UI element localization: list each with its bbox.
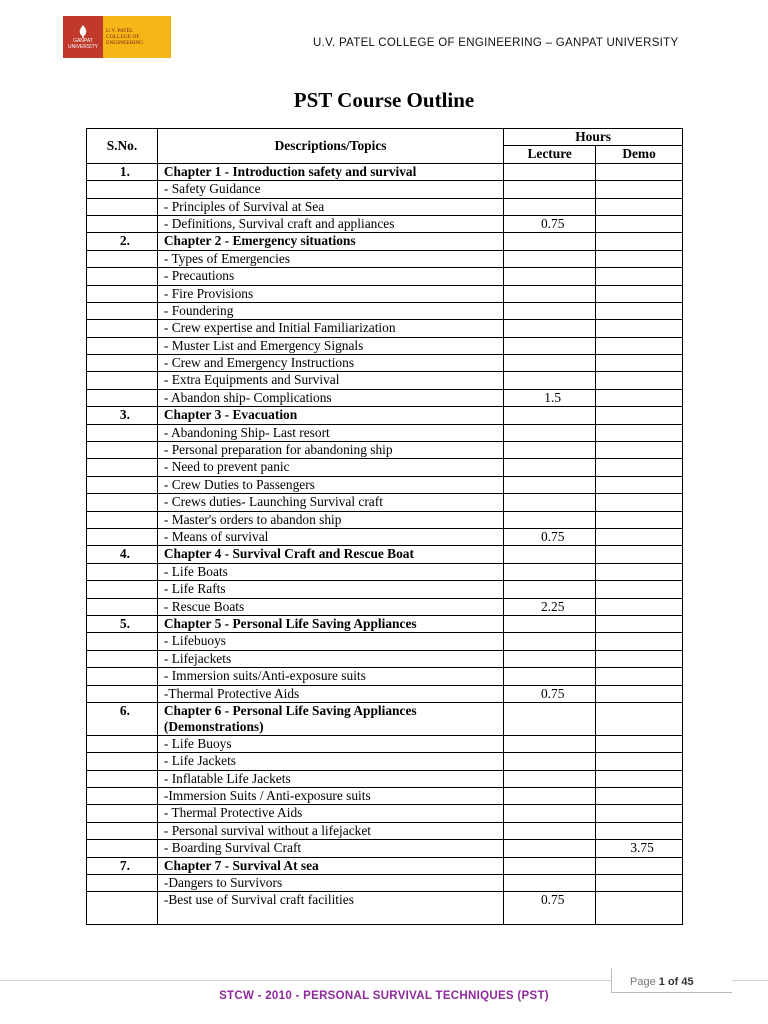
table-row (87, 668, 683, 685)
cell-topic: - Abandon ship- Complications (157, 389, 503, 406)
cell-topic: Chapter 4 - Survival Craft and Rescue Boat (157, 546, 503, 563)
table-row (87, 511, 683, 528)
cell-lecture: 2.25 (504, 598, 596, 615)
cell-sno (87, 459, 158, 476)
cell-sno (87, 668, 158, 685)
cell-sno: 7. (87, 857, 158, 874)
cell-lecture: 0.75 (504, 215, 596, 232)
cell-lecture (504, 840, 596, 857)
cell-topic: - Personal survival without a lifejacket (157, 822, 503, 839)
table-row (87, 163, 683, 180)
cell-lecture (504, 735, 596, 752)
cell-demo (596, 285, 683, 302)
cell-sno: 1. (87, 163, 158, 180)
cell-lecture (504, 163, 596, 180)
cell-sno (87, 181, 158, 198)
cell-sno: 5. (87, 615, 158, 632)
table-row (87, 233, 683, 250)
cell-demo (596, 702, 683, 735)
cell-demo (596, 805, 683, 822)
table-row (87, 424, 683, 441)
page-total: 45 (681, 976, 694, 988)
table-row (87, 181, 683, 198)
cell-topic: - Crews duties- Launching Survival craft (157, 494, 503, 511)
table-body (87, 163, 683, 925)
cell-demo (596, 581, 683, 598)
cell-lecture (504, 407, 596, 424)
cell-lecture (504, 355, 596, 372)
cell-topic: - Abandoning Ship- Last resort (157, 424, 503, 441)
cell-topic: -Immersion Suits / Anti-exposure suits (157, 788, 503, 805)
table-row (87, 788, 683, 805)
university-logo (63, 16, 171, 58)
table-row (87, 875, 683, 892)
cell-topic: - Lifejackets (157, 650, 503, 667)
cell-lecture (504, 581, 596, 598)
cell-sno: 3. (87, 407, 158, 424)
cell-topic: - Crew and Emergency Instructions (157, 355, 503, 372)
cell-topic: - Types of Emergencies (157, 250, 503, 267)
cell-sno: 6. (87, 702, 158, 735)
table-row (87, 563, 683, 580)
cell-demo (596, 546, 683, 563)
cell-demo (596, 442, 683, 459)
cell-topic: - Means of survival (157, 528, 503, 545)
cell-lecture (504, 615, 596, 632)
cell-topic: - Life Jackets (157, 753, 503, 770)
cell-lecture: 1.5 (504, 389, 596, 406)
cell-demo (596, 857, 683, 874)
cell-topic: Chapter 1 - Introduction safety and survival (157, 163, 503, 180)
cell-sno (87, 650, 158, 667)
cell-topic: - Extra Equipments and Survival (157, 372, 503, 389)
logo-left-line-2: UNIVERSITY (67, 43, 98, 50)
cell-demo (596, 528, 683, 545)
header-hours: Hours (504, 129, 683, 146)
cell-sno (87, 215, 158, 232)
cell-demo (596, 215, 683, 232)
cell-topic: -Best use of Survival craft facilities (157, 892, 503, 925)
cell-lecture (504, 268, 596, 285)
cell-lecture: 0.75 (504, 685, 596, 702)
cell-topic: - Need to prevent panic (157, 459, 503, 476)
cell-topic: - Safety Guidance (157, 181, 503, 198)
cell-demo (596, 892, 683, 925)
cell-topic: - Foundering (157, 302, 503, 319)
cell-sno (87, 685, 158, 702)
cell-lecture (504, 788, 596, 805)
cell-lecture (504, 424, 596, 441)
table-row (87, 770, 683, 787)
cell-demo (596, 875, 683, 892)
logo-left-panel (63, 16, 103, 58)
cell-topic: - Thermal Protective Aids (157, 805, 503, 822)
logo-right-line-2: COLLEGE OF (106, 34, 140, 40)
cell-demo (596, 198, 683, 215)
course-footer: STCW - 2010 - PERSONAL SURVIVAL TECHNIQUES (PST) (219, 990, 549, 1002)
cell-demo (596, 753, 683, 770)
cell-lecture (504, 875, 596, 892)
table-row (87, 337, 683, 354)
cell-topic: - Lifebuoys (157, 633, 503, 650)
cell-lecture (504, 753, 596, 770)
cell-sno (87, 198, 158, 215)
table-row (87, 442, 683, 459)
cell-lecture: 0.75 (504, 528, 596, 545)
table-row (87, 633, 683, 650)
cell-demo (596, 598, 683, 615)
cell-topic: -Thermal Protective Aids (157, 685, 503, 702)
logo-left-line-1: GANPAT (73, 37, 93, 44)
cell-demo (596, 685, 683, 702)
cell-topic: - Life Rafts (157, 581, 503, 598)
cell-demo (596, 459, 683, 476)
cell-demo (596, 511, 683, 528)
table-row (87, 702, 683, 735)
cell-topic: Chapter 2 - Emergency situations (157, 233, 503, 250)
cell-demo (596, 668, 683, 685)
cell-sno (87, 355, 158, 372)
logo-right-line-1: U.V. PATEL (106, 28, 134, 34)
page-title: PST Course Outline (293, 88, 475, 112)
cell-topic: - Crew Duties to Passengers (157, 476, 503, 493)
table-row (87, 494, 683, 511)
logo-right-line-3: ENGINEERING (106, 40, 144, 46)
cell-sno: 2. (87, 233, 158, 250)
cell-demo (596, 615, 683, 632)
cell-topic: - Precautions (157, 268, 503, 285)
cell-sno (87, 822, 158, 839)
cell-sno (87, 753, 158, 770)
table-row (87, 372, 683, 389)
cell-sno (87, 389, 158, 406)
cell-topic: - Immersion suits/Anti-exposure suits (157, 668, 503, 685)
cell-sno (87, 875, 158, 892)
table-row (87, 476, 683, 493)
cell-lecture (504, 320, 596, 337)
table-row (87, 320, 683, 337)
table-row (87, 459, 683, 476)
cell-demo (596, 181, 683, 198)
cell-topic: - Rescue Boats (157, 598, 503, 615)
cell-demo (596, 233, 683, 250)
cell-topic: - Principles of Survival at Sea (157, 198, 503, 215)
table-row (87, 892, 683, 925)
cell-lecture (504, 302, 596, 319)
cell-sno (87, 563, 158, 580)
cell-topic: -Dangers to Survivors (157, 875, 503, 892)
table-row (87, 407, 683, 424)
cell-sno (87, 735, 158, 752)
page-number (630, 976, 694, 988)
cell-lecture (504, 511, 596, 528)
page-current: 1 (658, 976, 665, 988)
cell-topic: - Boarding Survival Craft (157, 840, 503, 857)
cell-lecture (504, 372, 596, 389)
table-row (87, 857, 683, 874)
cell-demo (596, 494, 683, 511)
table-row (87, 198, 683, 215)
table-row (87, 389, 683, 406)
header-sno: S.No. (87, 129, 158, 164)
table-row (87, 355, 683, 372)
table-row (87, 753, 683, 770)
cell-sno (87, 337, 158, 354)
cell-demo (596, 633, 683, 650)
cell-lecture (504, 285, 596, 302)
cell-sno (87, 476, 158, 493)
cell-demo (596, 268, 683, 285)
cell-demo (596, 476, 683, 493)
cell-topic (157, 702, 503, 735)
table-row (87, 215, 683, 232)
cell-lecture (504, 476, 596, 493)
cell-sno (87, 598, 158, 615)
cell-sno (87, 511, 158, 528)
cell-topic: - Master's orders to abandon ship (157, 511, 503, 528)
cell-sno (87, 285, 158, 302)
table-row (87, 581, 683, 598)
cell-lecture (504, 668, 596, 685)
cell-sno (87, 268, 158, 285)
cell-sno (87, 424, 158, 441)
cell-topic: Chapter 5 - Personal Life Saving Appliances (157, 615, 503, 632)
topic-line-2: (Demonstrations) (163, 718, 264, 734)
cell-lecture (504, 857, 596, 874)
cell-lecture (504, 233, 596, 250)
logo-right-panel (103, 16, 171, 58)
cell-lecture (504, 494, 596, 511)
table-row (87, 285, 683, 302)
cell-lecture (504, 198, 596, 215)
cell-sno (87, 250, 158, 267)
cell-topic: - Fire Provisions (157, 285, 503, 302)
table-row (87, 650, 683, 667)
table-row (87, 598, 683, 615)
cell-topic: - Life Boats (157, 563, 503, 580)
cell-sno (87, 581, 158, 598)
cell-demo (596, 337, 683, 354)
table-row (87, 546, 683, 563)
cell-lecture (504, 633, 596, 650)
table-row (87, 268, 683, 285)
cell-demo (596, 163, 683, 180)
cell-sno (87, 372, 158, 389)
cell-demo: 3.75 (596, 840, 683, 857)
table-row (87, 250, 683, 267)
cell-sno (87, 302, 158, 319)
cell-demo (596, 320, 683, 337)
cell-sno (87, 442, 158, 459)
cell-demo (596, 650, 683, 667)
cell-sno (87, 840, 158, 857)
cell-demo (596, 250, 683, 267)
cell-sno: 4. (87, 546, 158, 563)
cell-sno (87, 494, 158, 511)
cell-lecture (504, 181, 596, 198)
cell-sno (87, 770, 158, 787)
table-row (87, 685, 683, 702)
course-outline-table (86, 128, 683, 925)
cell-topic: - Inflatable Life Jackets (157, 770, 503, 787)
cell-topic: Chapter 3 - Evacuation (157, 407, 503, 424)
flame-icon (78, 25, 88, 38)
cell-lecture (504, 459, 596, 476)
table-row (87, 528, 683, 545)
cell-lecture (504, 442, 596, 459)
table-row (87, 822, 683, 839)
cell-lecture (504, 702, 596, 735)
cell-demo (596, 302, 683, 319)
college-header: U.V. PATEL COLLEGE OF ENGINEERING – GANPAT UNIVERSITY (313, 37, 679, 49)
cell-sno (87, 892, 158, 925)
table-row (87, 840, 683, 857)
cell-lecture (504, 770, 596, 787)
page-of: of (667, 976, 679, 988)
topic-line-1: Chapter 6 - Personal Life Saving Appliances (163, 702, 417, 718)
cell-lecture: 0.75 (504, 892, 596, 925)
cell-demo (596, 424, 683, 441)
cell-demo (596, 788, 683, 805)
cell-topic: Chapter 7 - Survival At sea (157, 857, 503, 874)
cell-demo (596, 355, 683, 372)
cell-lecture (504, 337, 596, 354)
table-row (87, 615, 683, 632)
cell-topic: - Crew expertise and Initial Familiarization (157, 320, 503, 337)
cell-sno (87, 320, 158, 337)
cell-topic: - Muster List and Emergency Signals (157, 337, 503, 354)
cell-demo (596, 735, 683, 752)
cell-demo (596, 822, 683, 839)
cell-lecture (504, 546, 596, 563)
cell-demo (596, 770, 683, 787)
table-row (87, 805, 683, 822)
cell-sno (87, 805, 158, 822)
table-row (87, 735, 683, 752)
header-topics: Descriptions/Topics (157, 129, 503, 164)
cell-lecture (504, 250, 596, 267)
cell-topic: - Definitions, Survival craft and appliances (157, 215, 503, 232)
cell-topic: - Life Buoys (157, 735, 503, 752)
cell-topic: - Personal preparation for abandoning ship (157, 442, 503, 459)
cell-demo (596, 372, 683, 389)
header-lecture: Lecture (504, 146, 596, 163)
cell-demo (596, 389, 683, 406)
cell-demo (596, 563, 683, 580)
table-row (87, 302, 683, 319)
cell-sno (87, 788, 158, 805)
cell-sno (87, 633, 158, 650)
cell-lecture (504, 650, 596, 667)
cell-lecture (504, 822, 596, 839)
cell-sno (87, 528, 158, 545)
cell-demo (596, 407, 683, 424)
page-prefix: Page (630, 976, 656, 988)
header-demo: Demo (596, 146, 683, 163)
cell-lecture (504, 805, 596, 822)
cell-lecture (504, 563, 596, 580)
